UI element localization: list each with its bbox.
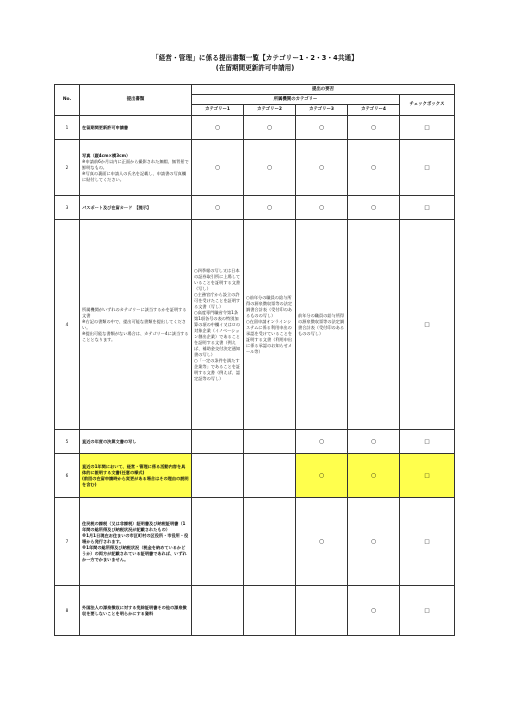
document-name: 外国法人の源泉徴収に対する免除証明書その他の源泉徴収を要しないことを明らかにする資料 xyxy=(80,586,192,636)
category-4-evidence xyxy=(348,220,400,430)
table-row xyxy=(55,220,455,430)
table-row xyxy=(55,498,455,586)
document-note: ※申請前6か月以内に正面から撮影された無帽、無背景で鮮明なもの。 xyxy=(82,158,189,170)
document-name: 所属機関がいずれのカテゴリーに該当するかを証明する文書 xyxy=(82,306,187,318)
category-4-mark: ○ xyxy=(348,196,400,220)
category-1-mark xyxy=(192,454,244,498)
category-3-evidence: 前年分の職員の給与所得の源泉徴収票等の法定調書合計表（受付印のあるものの写し） xyxy=(296,220,348,430)
category-2-mark: ○ xyxy=(244,140,296,196)
document-title: 「経営・管理」に係る提出書類一覧【カテゴリー1・2・3・4共通】 xyxy=(152,54,358,62)
category-4-mark-text: ○ xyxy=(370,471,377,479)
document-name: 在留期間更新許可申請書 xyxy=(80,116,192,140)
category-3-mark: ○ xyxy=(296,430,348,454)
row-number: 6 xyxy=(55,454,80,498)
category-4-mark: ○ xyxy=(348,498,400,586)
category-4-mark: ○ xyxy=(348,586,400,636)
category-2-mark xyxy=(244,454,296,498)
table-row xyxy=(55,196,455,220)
category-4-mark: ○ xyxy=(348,140,400,196)
category-2-mark: ○ xyxy=(244,116,296,140)
category-3-mark xyxy=(296,586,348,636)
category-3-mark: ○ xyxy=(296,196,348,220)
category-1-mark xyxy=(192,430,244,454)
header-category-1: カテゴリー1 xyxy=(192,105,244,116)
document-note: ※1月1日現在お住まいの市区町村の区役所・市役所・役場から発行されます。 xyxy=(82,532,189,544)
document-subtitle: (在留期間更新許可申請用) xyxy=(215,64,295,72)
document-name: 直近の年度の決算文書の写し xyxy=(80,430,192,454)
document-cell xyxy=(80,454,192,498)
header-checkbox: チェックボックス xyxy=(400,95,455,116)
row-number: 3 xyxy=(55,196,80,220)
documents-table xyxy=(54,84,455,636)
category-4-mark: ○ xyxy=(348,430,400,454)
header-category-2: カテゴリー2 xyxy=(244,105,296,116)
table-row xyxy=(55,430,455,454)
checkbox[interactable]: □ xyxy=(400,430,455,454)
category-1-mark xyxy=(192,498,244,586)
table-row xyxy=(55,140,455,196)
document-name: 住民税の課税（又は非課税）証明書及び納税証明書（1年間の総所得及び納税状況が記載されたもの） xyxy=(82,520,186,532)
document-name: パスポート及び在留カード 【提示】 xyxy=(80,196,192,220)
category-1-mark: ○ xyxy=(192,196,244,220)
table-row-highlighted xyxy=(55,454,455,498)
category-2-mark xyxy=(244,498,296,586)
header-no: No. xyxy=(55,85,80,116)
category-2-evidence: ○前年分の職員の給与所得の源泉徴収票等の法定調書合計表（受付印のあるものの写し） ○在留申請オンラインシステムに係る利用申出の承認を受けていることを証明する文書（利用申出に係る承認のお知らせメール等） xyxy=(244,220,296,430)
checkbox-symbol: □ xyxy=(424,472,430,479)
header-category-4: カテゴリー4 xyxy=(348,105,400,116)
category-1-mark: ○ xyxy=(192,140,244,196)
category-1-mark: ○ xyxy=(192,116,244,140)
category-1-mark xyxy=(192,586,244,636)
document-cell xyxy=(80,140,192,196)
category-3-mark xyxy=(296,454,348,498)
document-cell xyxy=(80,220,192,430)
category-2-mark xyxy=(244,430,296,454)
checkbox[interactable]: □ xyxy=(400,586,455,636)
row-number: 7 xyxy=(55,498,80,586)
category-2-mark: ○ xyxy=(244,196,296,220)
document-note: ※提出可能な書類がない場合は、カテゴリー4に該当することとなります。 xyxy=(82,330,189,342)
checkbox[interactable]: □ xyxy=(400,196,455,220)
row-number: 2 xyxy=(55,140,80,196)
document-note: ※写真の裏面に申請人の氏名を記載し、申請書の写真欄に貼付してください。 xyxy=(82,170,187,182)
category-3-mark-text: ○ xyxy=(318,471,325,479)
header-category-3: カテゴリー3 xyxy=(296,105,348,116)
category-4-mark: ○ xyxy=(348,116,400,140)
category-4-mark xyxy=(348,454,400,498)
checkbox[interactable]: □ xyxy=(400,140,455,196)
category-3-mark: ○ xyxy=(296,140,348,196)
row-number: 8 xyxy=(55,586,80,636)
checkbox[interactable]: □ xyxy=(400,220,455,430)
row-number: 5 xyxy=(55,430,80,454)
document-name: 直近の1年間において、経営・管理に係る活動内容を具体的に説明する文書(任意の様式) xyxy=(82,463,186,475)
document-cell xyxy=(80,498,192,586)
header-categories: 所属機関のカテゴリー xyxy=(192,95,400,105)
category-2-mark xyxy=(244,586,296,636)
table-row xyxy=(55,116,455,140)
category-3-mark: ○ xyxy=(296,498,348,586)
document-note: (前回の在留申請時から変更がある場合はその理由の説明を含む) xyxy=(82,475,189,487)
table-row xyxy=(55,586,455,636)
checkbox[interactable] xyxy=(400,454,455,498)
category-3-mark: ○ xyxy=(296,116,348,140)
document-name: 写真（縦4cm×横3cm） xyxy=(82,152,131,158)
category-1-evidence: ○四季報の写し又は日本の証券取引所に上場していることを証明する文書（写し） ○主務官庁から設立の許可を受けたことを証明する文書（写し） ○高度専門職省令第1条第1項各号の表の特別加算の項の中欄イ又はロの対象企業（イノベーション創出企業）であることを証明する文書（例えば、補助金交付決定通知書の写し） ○「一定の条件を満たす企業等」であることを証明する文書（例えば、認定証等の写し） xyxy=(192,220,244,430)
header-required: 提出の要否 xyxy=(192,85,455,95)
document-note: ※1年間の総所得及び納税状況（税金を納めているかどうか）の両方が記載されている証明書であれば、いずれか一方でかまいません。 xyxy=(82,544,187,562)
row-number: 4 xyxy=(55,220,80,430)
header-documents: 提出書類 xyxy=(80,85,192,116)
row-number: 1 xyxy=(55,116,80,140)
document-note: ※右記の書類の中で、提出可能な書類を提出してください。 xyxy=(82,318,186,330)
checkbox[interactable]: □ xyxy=(400,498,455,586)
checkbox[interactable]: □ xyxy=(400,116,455,140)
